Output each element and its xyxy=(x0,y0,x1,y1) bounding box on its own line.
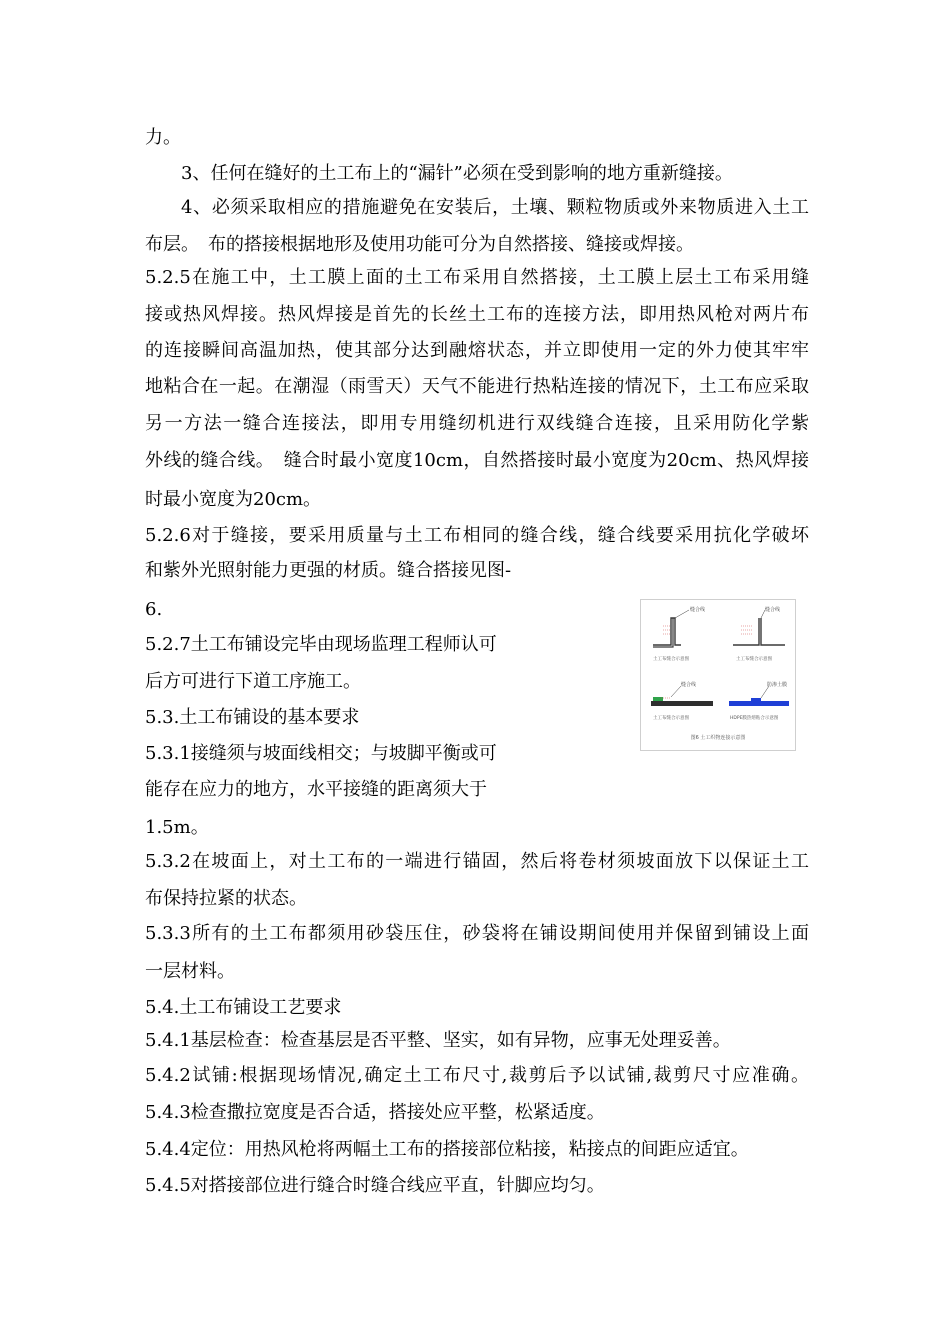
seam-panel-3 xyxy=(651,681,713,721)
paragraph-line: 1.5m。 xyxy=(145,817,209,838)
figure-caption: HDPE膜热熔粘合示意图 xyxy=(730,716,779,721)
figure-label: 缝合线 xyxy=(681,682,697,688)
figure-caption: 土工布缝合示意图 xyxy=(653,657,689,662)
figure-caption: 土工布缝合示意图 xyxy=(653,716,689,721)
paragraph-line: 5.4.5对搭接部位进行缝合时缝合线应平直，针脚应均匀。 xyxy=(145,1175,605,1196)
paragraph-line: 5.4.4定位：用热风枪将两幅土工布的搭接部位粘接，粘接点的间距应适宜。 xyxy=(145,1139,749,1160)
paragraph-line: 3、任何在缝好的土工布上的“漏针”必须在受到影响的地方重新缝接。 xyxy=(181,163,733,184)
figure-label: 防渗土膜 xyxy=(767,682,788,688)
paragraph-line: 布层。 布的搭接根据地形及使用功能可分为自然搭接、缝接或焊接。 xyxy=(145,234,694,255)
figure-title: 图6 土工织物连接示意图 xyxy=(690,735,746,741)
paragraph-line: 6. xyxy=(145,599,163,620)
paragraph-line: 接或热风焊接。热风焊接是首先的长丝土工布的连接方法，即用热风枪对两片布 xyxy=(145,304,809,325)
seam-panel-2 xyxy=(733,606,785,662)
paragraph-line: 布保持拉紧的状态。 xyxy=(145,888,307,909)
paragraph-line: 5.2.6对于缝接，要采用质量与土工布相同的缝合线，缝合线要采用抗化学破坏 xyxy=(145,525,809,546)
seam-panel-1 xyxy=(653,606,705,662)
paragraph-line: 5.4.2试铺:根据现场情况,确定土工布尺寸,裁剪后予以试铺,裁剪尺寸应准确。 xyxy=(145,1065,809,1086)
paragraph-line: 5.4.3检查撒拉宽度是否合适，搭接处应平整，松紧适度。 xyxy=(145,1102,605,1123)
paragraph-line: 和紫外光照射能力更强的材质。缝合搭接见图- xyxy=(145,560,512,581)
figure-label: 缝合线 xyxy=(765,607,781,613)
figure-label: 缝合线 xyxy=(690,607,706,613)
paragraph-line: 5.3.2在坡面上，对土工布的一端进行锚固，然后将卷材须坡面放下以保证土工 xyxy=(145,851,809,872)
paragraph-line: 力。 xyxy=(145,127,181,148)
section-heading: 5.3.土工布铺设的基本要求 xyxy=(145,707,360,728)
section-heading: 5.4.土工布铺设工艺要求 xyxy=(145,997,342,1018)
paragraph-line: 一层材料。 xyxy=(145,961,235,982)
seam-panel-4 xyxy=(729,681,789,721)
paragraph-line: 4、必须采取相应的措施避免在安装后，土壤、颗粒物质或外来物质进入土工 xyxy=(181,197,809,218)
paragraph-line: 5.4.1基层检查：检查基层是否平整、坚实，如有异物，应事无处理妥善。 xyxy=(145,1030,731,1051)
paragraph-line: 5.3.1接缝须与坡面线相交；与坡脚平衡或可 xyxy=(145,743,497,764)
paragraph-line: 能存在应力的地方，水平接缝的距离须大于 xyxy=(145,779,487,800)
paragraph-line: 的连接瞬间高温加热，使其部分达到融熔状态，并立即使用一定的外力使其牢牢 xyxy=(145,340,809,361)
paragraph-line: 另一方法一缝合连接法，即用专用缝纫机进行双线缝合连接，且采用防化学紫 xyxy=(145,413,809,434)
paragraph-line: 地粘合在一起。在潮湿（雨雪天）天气不能进行热粘连接的情况下，土工布应采取 xyxy=(145,376,809,397)
seam-figure xyxy=(640,599,796,751)
paragraph-line: 后方可进行下道工序施工。 xyxy=(145,671,361,692)
paragraph-line: 5.2.5在施工中，土工膜上面的土工布采用自然搭接，土工膜上层土工布采用缝 xyxy=(145,267,809,288)
figure-caption: 土工布缝合示意图 xyxy=(736,657,772,662)
paragraph-line: 5.2.7土工布铺设完毕由现场监理工程师认可 xyxy=(145,634,497,655)
paragraph-line: 5.3.3所有的土工布都须用砂袋压住，砂袋将在铺设期间使用并保留到铺设上面 xyxy=(145,923,809,944)
seam-diagram xyxy=(641,600,795,750)
paragraph-line: 外线的缝合线。 缝合时最小宽度10cm，自然搭接时最小宽度为20cm、热风焊接 xyxy=(145,450,809,471)
paragraph-line: 时最小宽度为20cm。 xyxy=(145,489,322,510)
